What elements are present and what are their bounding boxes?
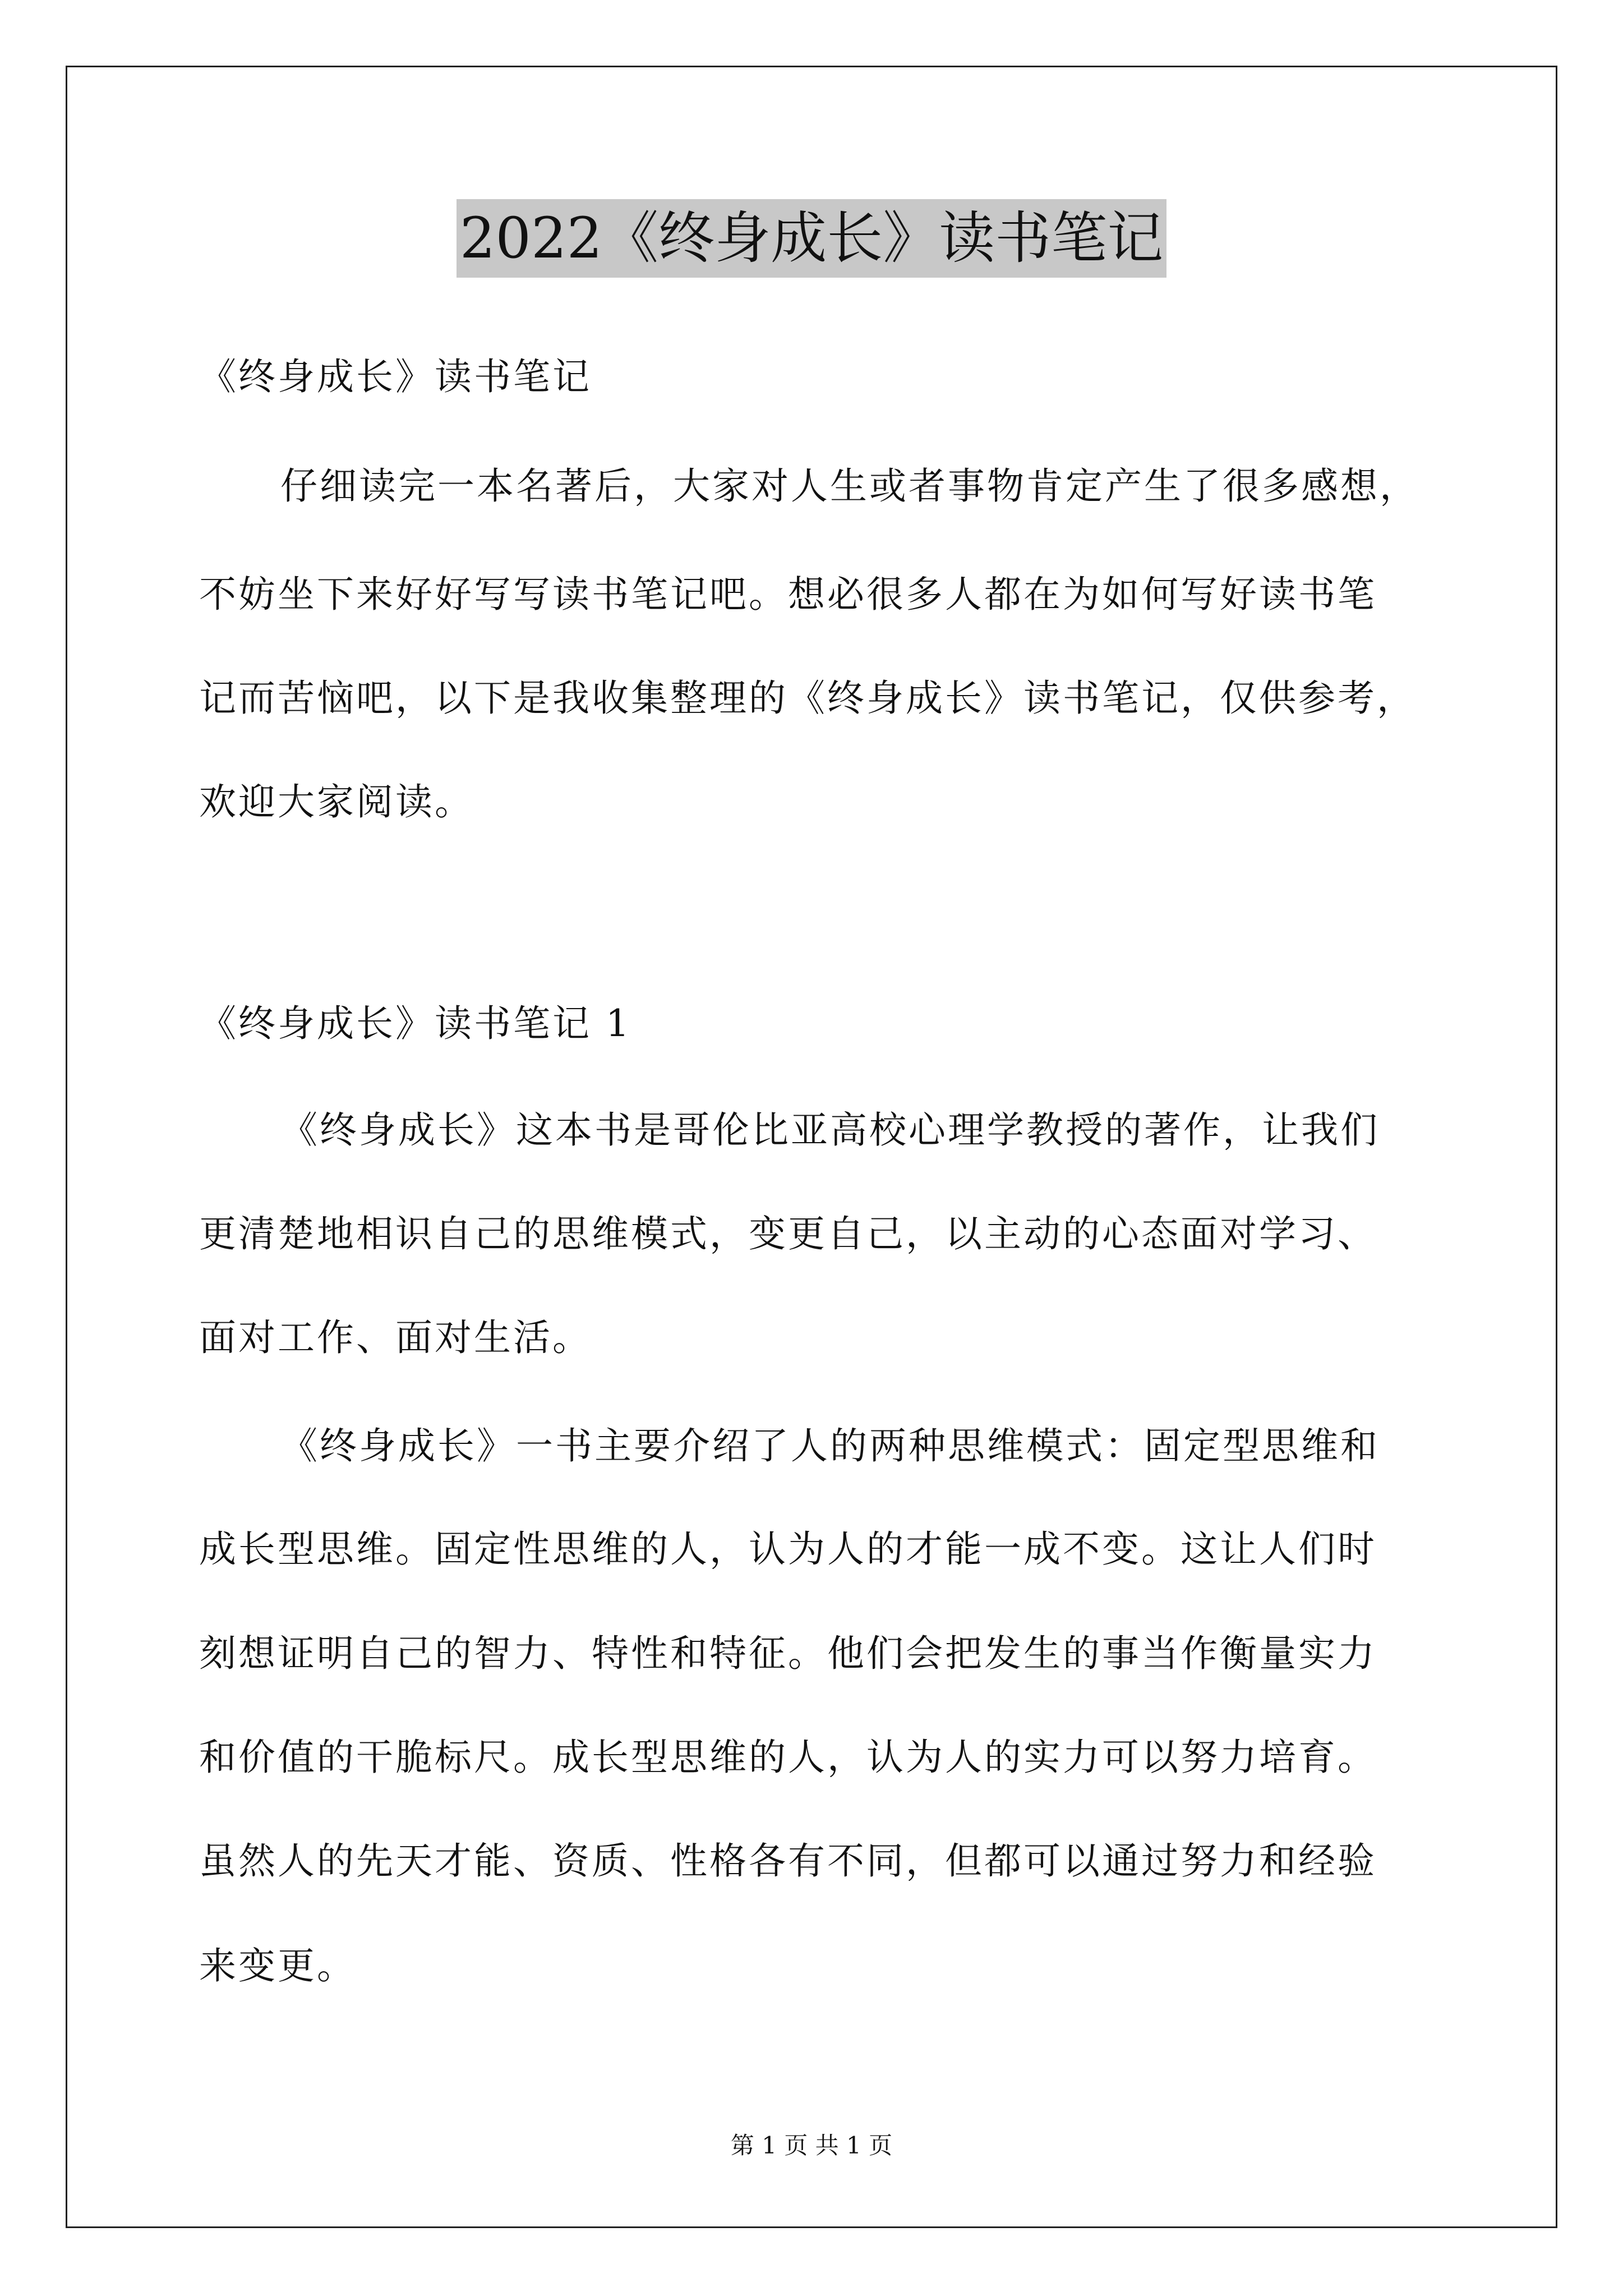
intro-line-1: 仔细读完一本名著后，大家对人生或者事物肯定产生了很多感想， — [280, 464, 1419, 508]
para2-line-1: 《终身成长》一书主要介绍了人的两种思维模式：固定型思维和 — [280, 1424, 1380, 1467]
para2-line-6: 来变更。 — [199, 1944, 356, 1987]
document-title: 2022《终身成长》读书笔记 — [457, 199, 1167, 278]
intro-line-2: 不妨坐下来好好写写读书笔记吧。想必很多人都在为如何写好读书笔 — [199, 573, 1377, 616]
title-container — [0, 199, 1623, 278]
para2-line-3: 刻想证明自己的智力、特性和特征。他们会把发生的事当作衡量实力 — [199, 1632, 1377, 1675]
section-heading: 《终身成长》读书笔记 1 — [199, 1002, 631, 1045]
para2-line-2: 成长型思维。固定性思维的人，认为人的才能一成不变。这让人们时 — [199, 1527, 1377, 1571]
subtitle: 《终身成长》读书笔记 — [199, 355, 592, 398]
page-footer: 第 1 页 共 1 页 — [730, 2132, 893, 2159]
intro-line-4: 欢迎大家阅读。 — [199, 780, 474, 823]
para2-line-4: 和价值的干脆标尺。成长型思维的人，认为人的实力可以努力培育。 — [199, 1736, 1377, 1779]
para1-line-2: 更清楚地相识自己的思维模式，变更自己，以主动的心态面对学习、 — [199, 1212, 1377, 1255]
para1-line-1: 《终身成长》这本书是哥伦比亚高校心理学教授的著作，让我们 — [280, 1108, 1380, 1152]
intro-line-3: 记而苦恼吧，以下是我收集整理的《终身成长》读书笔记，仅供参考， — [199, 677, 1416, 720]
para2-line-5: 虽然人的先天才能、资质、性格各有不同，但都可以通过努力和经验 — [199, 1839, 1377, 1883]
para1-line-3: 面对工作、面对生活。 — [199, 1316, 592, 1359]
